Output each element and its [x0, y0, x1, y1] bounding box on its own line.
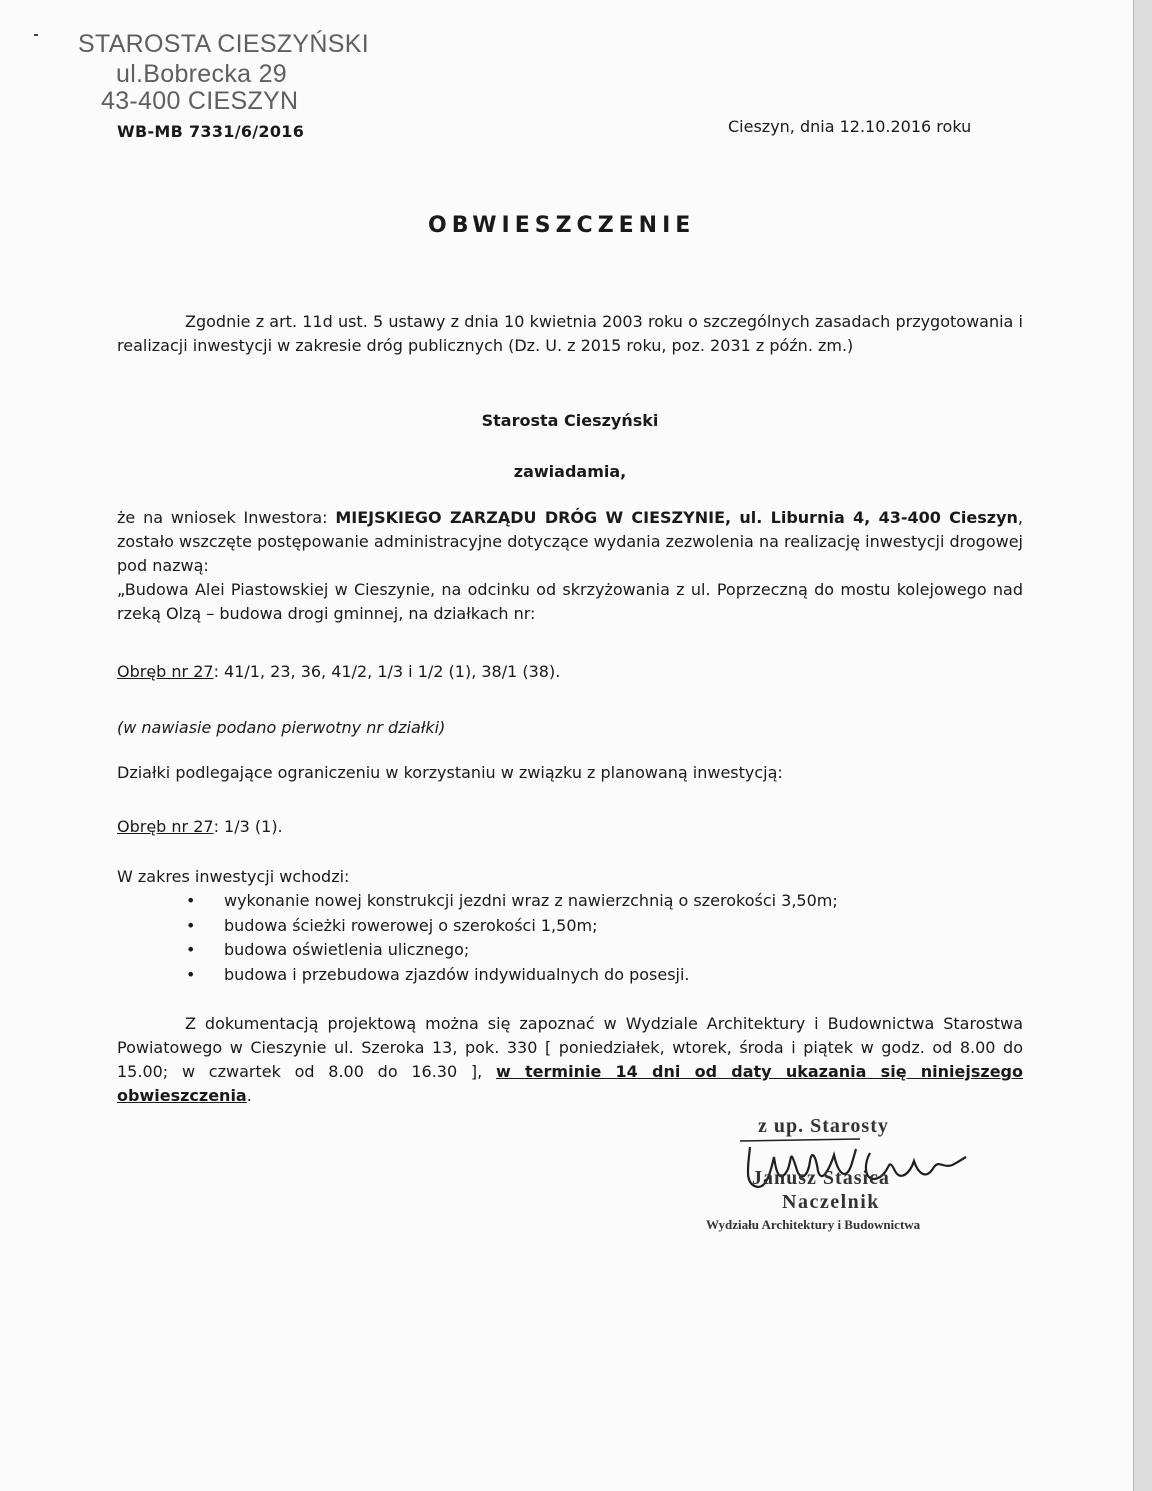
scope-item: • budowa ścieżki rowerowej o szerokości 1,50m;: [186, 914, 838, 939]
documentation-paragraph: [117, 1012, 1023, 1108]
reference-number: WB-MB 7331/6/2016: [117, 122, 305, 141]
page-edge: [1133, 0, 1152, 1491]
stamp-street: ul.Bobrecka 29: [116, 60, 287, 88]
authority-name: Starosta Cieszyński: [481, 411, 659, 430]
scope-item: • budowa i przebudowa zjazdów indywidualnych do posesji.: [186, 963, 838, 988]
stamp-office-name: STAROSTA CIESZYŃSKI: [78, 30, 369, 58]
restricted-line: [117, 815, 1023, 839]
deadline-text: w terminie 14 dni od daty ukazania się niniejszego obwieszczenia: [117, 1062, 1023, 1105]
signatory-title: Naczelnik: [782, 1191, 880, 1213]
stamp-city: 43-400 CIESZYN: [101, 87, 299, 115]
plots-numbers: : 41/1, 23, 36, 41/2, 1/3 i 1/2 (1), 38/1 (38).: [213, 662, 561, 681]
scope-heading: W zakres inwestycji wchodzi:: [117, 867, 350, 886]
scope-item: • budowa oświetlenia ulicznego;: [186, 938, 838, 963]
plots-note: (w nawiasie podano pierwotny nr działki): [117, 718, 446, 737]
documentation-end: .: [246, 1086, 252, 1105]
signature-on-behalf: z up. Starosty: [758, 1115, 889, 1137]
intro-paragraph: Zgodnie z art. 11d ust. 5 ustawy z dnia 10 kwietnia 2003 roku o szczególnych zasadach przygotowania i realizacji inwestycji w zakresie dróg publicznych (Dz. U. z 2015 roku, poz. 2031 z późn. zm.): [117, 312, 1023, 355]
documentation-text: Z dokumentacją projektową można się zapoznać w Wydziale Architektury i Budownictwa Starostwa Powiatowego w Cieszynie ul. Szeroka 13, pok. 330 [ poniedziałek, wtorek, środa i piątek w godz. od 8.00 do 15.00; w czwartek od 8.00 do 16.30 ],: [117, 1014, 1023, 1081]
investor-name: MIEJSKIEGO ZARZĄDU DRÓG W CIESZYNIE, ul. Liburnia 4, 43-400 Cieszyn: [335, 508, 1018, 527]
restricted-precinct: Obręb nr 27: [117, 817, 214, 836]
scope-item: • wykonanie nowej konstrukcji jezdni wraz z nawierzchnią o szerokości 3,50m;: [186, 889, 838, 914]
restricted-heading: Działki podlegające ograniczeniu w korzystaniu w związku z planowaną inwestycją:: [117, 763, 783, 782]
notice-continuation: , zostało wszczęte postępowanie administracyjne dotyczące wydania zezwolenia na realizację inwestycji drogowej pod nazwą:: [117, 508, 1023, 575]
notifies-heading: zawiadamia,: [513, 462, 627, 481]
signatory-department: Wydziału Architektury i Budownictwa: [706, 1217, 921, 1232]
scan-mark: [34, 34, 38, 36]
notice-lead: że na wniosek Inwestora:: [117, 508, 336, 527]
plots-line: [117, 660, 1023, 684]
document-title: OBWIESZCZENIE: [428, 213, 696, 238]
plots-precinct: Obręb nr 27: [117, 662, 214, 681]
document-date: Cieszyn, dnia 12.10.2016 roku: [728, 117, 972, 136]
restricted-numbers: : 1/3 (1).: [213, 817, 283, 836]
scope-list: [186, 889, 838, 987]
signature-block: [700, 1115, 1000, 1245]
notice-paragraph: [117, 506, 1023, 626]
signatory-name: Janusz Stasica: [752, 1167, 890, 1189]
project-name: „Budowa Alei Piastowskiej w Cieszynie, na odcinku od skrzyżowania z ul. Poprzeczną do mostu kolejowego nad rzeką Olzą – budowa drogi gminnej, na działkach nr:: [117, 580, 1023, 623]
